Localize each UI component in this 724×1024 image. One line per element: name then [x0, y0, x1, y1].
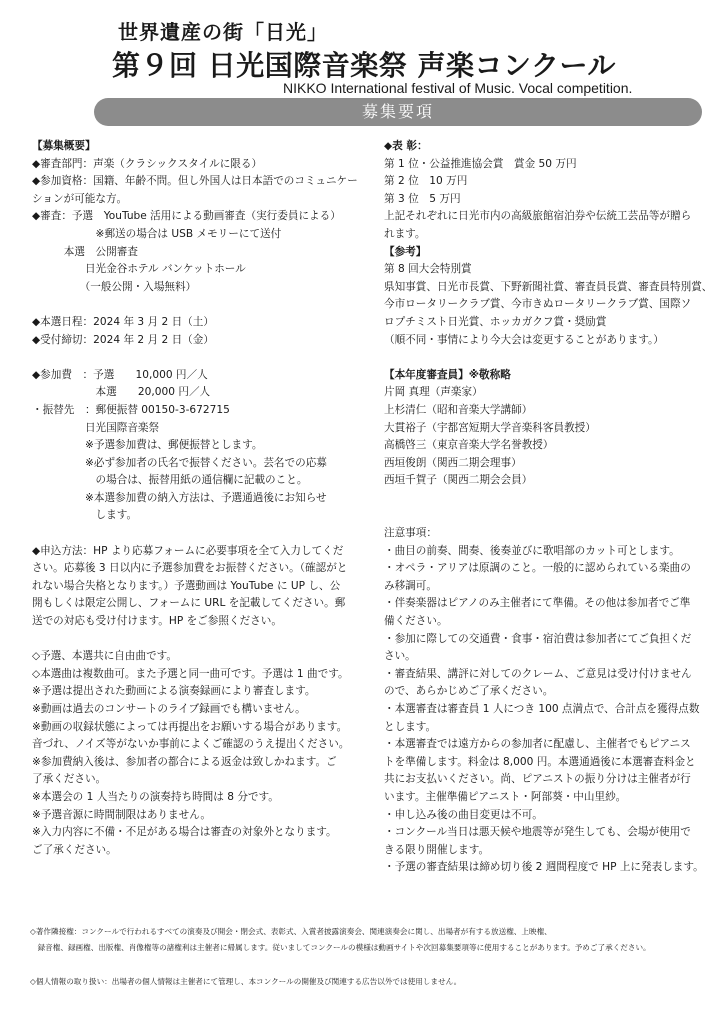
right-text-line: 片岡 真理（声楽家）: [384, 386, 483, 399]
right-text-line: ・伴奏楽器はピアノのみ主催者にて準備。その他は参加者でご準: [384, 597, 691, 610]
left-text-line: ※郵送の場合は USB メモリーにて送付: [32, 227, 282, 240]
left-text-line: ◆申込方法：HP より応募フォームに必要事項を全て入力してくだ: [32, 544, 344, 557]
spacer: [32, 296, 372, 314]
left-text-line: 送での対応も受け付けます。HP をご参照ください。: [32, 615, 282, 628]
left-text-line: ※動画の収録状態によっては再提出をお願いする場合があります。: [32, 720, 348, 733]
right-text-line: 共にお支払いください。尚、ピアニストの振り分けは主催者が行: [384, 773, 691, 786]
left-text-line: れない場合失格となります。）予選動画は YouTube に UP し、公: [32, 579, 341, 592]
right-text-line: ・予選の審査結果は締め切り後 2 週間程度で HP 上に発表します。: [384, 861, 704, 874]
left-text-line: ※予選参加費は、郵便振替とします。: [32, 439, 263, 452]
spacer: [384, 507, 702, 525]
footer-text-line: 録音権、録画権、出版権、肖像権等の諸権利は主催者に帰属します。従いましてコンクールの模様は動画サイトや次回募集要項等に使用することがあります。予めご了承ください。: [30, 943, 651, 952]
right-text-line: 西垣俊朗（関西二期会理事）: [384, 456, 522, 469]
spacer: [384, 349, 702, 367]
left-text-line: 日光金谷ホテル バンケットホール: [32, 263, 246, 276]
left-text-line: 本選 公開審査: [32, 245, 138, 258]
right-text-line: さい。: [384, 650, 416, 663]
sub-title: 世界遺産の街「日光」: [118, 20, 328, 44]
left-column: [32, 138, 372, 859]
right-text-line: 第 3 位 5 万円: [384, 192, 461, 205]
left-text-line: ※入力内容に不備・不足がある場合は審査の対象外となります。: [32, 826, 337, 839]
left-text-line: ◇予選、本選共に自由曲です。: [32, 650, 178, 663]
left-text-line: 本選 20,000 円／人: [32, 386, 211, 399]
spacer: [32, 525, 372, 543]
footer-notes: [30, 924, 700, 990]
left-text-line: ションが可能な方。: [32, 192, 128, 205]
left-text-line: ◆参加資格：国籍、年齢不問。但し外国人は日本語でのコミュニケー: [32, 175, 358, 188]
right-text-line: ・審査結果、講評に対してのクレーム、ご意見は受け付けません: [384, 667, 692, 680]
right-text-line: とします。: [384, 720, 437, 733]
right-text-line: 県知事賞、日光市長賞、下野新聞社賞、審査員長賞、審査員特別賞、: [384, 280, 713, 293]
left-text-line: の場合は、振替用紙の通信欄に記載のこと。: [32, 474, 308, 487]
left-text-line: 了承ください。: [32, 773, 107, 786]
right-text-line: ・参加に際しての交通費・食事・宿泊費は参加者にてご負担くだ: [384, 632, 692, 645]
left-text-line: ※本選会の 1 人当たりの演奏持ち時間は 8 分です。: [32, 790, 279, 803]
left-text-line: ◆参加費 ：予選 10,000 円／人: [32, 368, 208, 381]
right-text-line: れます。: [384, 227, 426, 240]
right-text-line: います。主催準備ピアニスト・阿部葵・中山里紗。: [384, 790, 627, 803]
right-text-line: （順不同・事情により今大会は変更することがあります。）: [384, 333, 664, 346]
right-text-line: ◆表 彰：: [384, 140, 428, 152]
right-text-line: 上記それぞれに日光市内の高級旅館宿泊券や伝統工芸品等が贈ら: [384, 210, 692, 223]
left-text-line: ◆本選日程：2024 年 3 月 2 日（土）: [32, 315, 214, 328]
right-text-line: 【参考】: [384, 245, 427, 258]
right-text-line: ロプチミスト日光賞、ホッカガクフ賞・奨励賞: [384, 315, 607, 328]
spacer: [32, 349, 372, 367]
right-text-line: 【本年度審査員】※敬称略: [384, 368, 511, 381]
section-banner: 募集要項: [94, 98, 702, 126]
footer-text-line: ◇個人情報の取り扱い：出場者の個人情報は主催者にて管理し、本コンクールの開催及び関連する広告以外では使用しません。: [30, 976, 462, 986]
right-text-line: 上杉清仁（昭和音楽大学講師）: [384, 403, 533, 416]
left-text-line: ◇本選曲は複数曲可。また予選と同一曲可です。予選は 1 曲です。: [32, 667, 349, 680]
right-column: [384, 138, 713, 877]
right-text-line: 今市ロータリークラブ賞、今市きぬロータリークラブ賞、国際ソ: [384, 298, 692, 311]
right-text-line: 注意事項：: [384, 527, 437, 540]
left-text-line: ◆受付締切：2024 年 2 月 2 日（金）: [32, 333, 214, 346]
right-text-line: ・本選審査は審査員 1 人につき 100 点満点で、合計点を獲得点数: [384, 703, 700, 715]
main-title: 第９回 日光国際音楽祭 声楽コンクール: [112, 49, 616, 82]
right-text-line: きる限り開催します。: [384, 843, 490, 856]
left-text-line: ・振替先 ：郵便振替 00150-3-672715: [32, 403, 230, 416]
spacer: [32, 631, 372, 649]
left-text-line: ◆審査：予選 YouTube 活用による動画審査（実行委員による）: [32, 210, 341, 223]
right-text-line: 第 2 位 10 万円: [384, 175, 468, 188]
footer-text-line: ◇著作隣接権：コンクールで行われるすべての演奏及び開会・閉会式、表彰式、入賞者披露演奏会、関連演奏会に関し、出場者が有する放送権、上映権、: [30, 927, 552, 936]
right-text-line: ・本選審査では遠方からの参加者に配慮し、主催者でもピアニス: [384, 738, 691, 751]
spacer: [384, 490, 702, 508]
english-title: NIKKO International festival of Music. Vocal competition.: [283, 80, 633, 96]
left-text-line: ※予選は提出された動画による演奏録画により審査します。: [32, 685, 316, 698]
right-text-line: 西垣千賀子（関西二期会会員）: [384, 474, 533, 487]
spacer: [30, 956, 700, 974]
left-text-line: 音づれ、ノイズ等がないか事前によくご確認のうえ提出ください。: [32, 738, 350, 751]
right-text-line: ・コンクール当日は悪天候や地震等が発生しても、会場が使用で: [384, 826, 691, 839]
right-text-line: 第 8 回大会特別賞: [384, 263, 472, 276]
right-text-line: ・オペラ・アリアは原調のこと。一般的に認められている楽曲の: [384, 562, 691, 575]
right-text-line: ・曲目の前奏、間奏、後奏並びに歌唱部のカット可とします。: [384, 544, 680, 557]
left-text-line: 日光国際音楽祭: [32, 421, 160, 434]
left-text-line: 【募集概要】: [32, 140, 96, 152]
left-text-line: さい。応募後 3 日以内に予選参加費をお振替ください。（確認がと: [32, 562, 348, 575]
right-text-line: 第 1 位・公益推進協会賞 賞金 50 万円: [384, 157, 577, 170]
right-text-line: 高橋啓三（東京音楽大学名誉教授）: [384, 439, 554, 452]
right-text-line: トを準備します。料金は 8,000 円。本選通過後に本選審査料金と: [384, 755, 696, 768]
left-text-line: ※参加費納入後は、参加者の都合による返金は致しかねます。ご: [32, 755, 337, 768]
right-text-line: 備ください。: [384, 615, 448, 628]
left-text-line: ※本選参加費の納入方法は、予選通過後にお知らせ: [32, 491, 327, 504]
right-text-line: ・申し込み後の曲目変更は不可。: [384, 808, 543, 821]
left-text-line: 開もしくは限定公開し、フォームに URL を記載してください。郵: [32, 597, 346, 610]
left-text-line: ※必ず参加者の氏名で振替ください。芸名での応募: [32, 456, 327, 469]
right-text-line: ので、あらかじめご了承ください。: [384, 685, 554, 698]
left-text-line: ※予選音源に時間制限はありません。: [32, 808, 212, 821]
left-text-line: ◆審査部門：声楽（クラシックスタイルに限る）: [32, 157, 263, 170]
left-text-line: ご了承ください。: [32, 843, 117, 856]
right-text-line: 大貫裕子（宇都宮短期大学音楽科客員教授）: [384, 421, 596, 434]
left-text-line: （一般公開・入場無料）: [32, 280, 197, 293]
header: [0, 0, 724, 100]
left-text-line: ※動画は過去のコンサートのライブ録画でも構いません。: [32, 703, 306, 715]
right-text-line: み移調可。: [384, 579, 437, 592]
left-text-line: します。: [32, 509, 138, 522]
